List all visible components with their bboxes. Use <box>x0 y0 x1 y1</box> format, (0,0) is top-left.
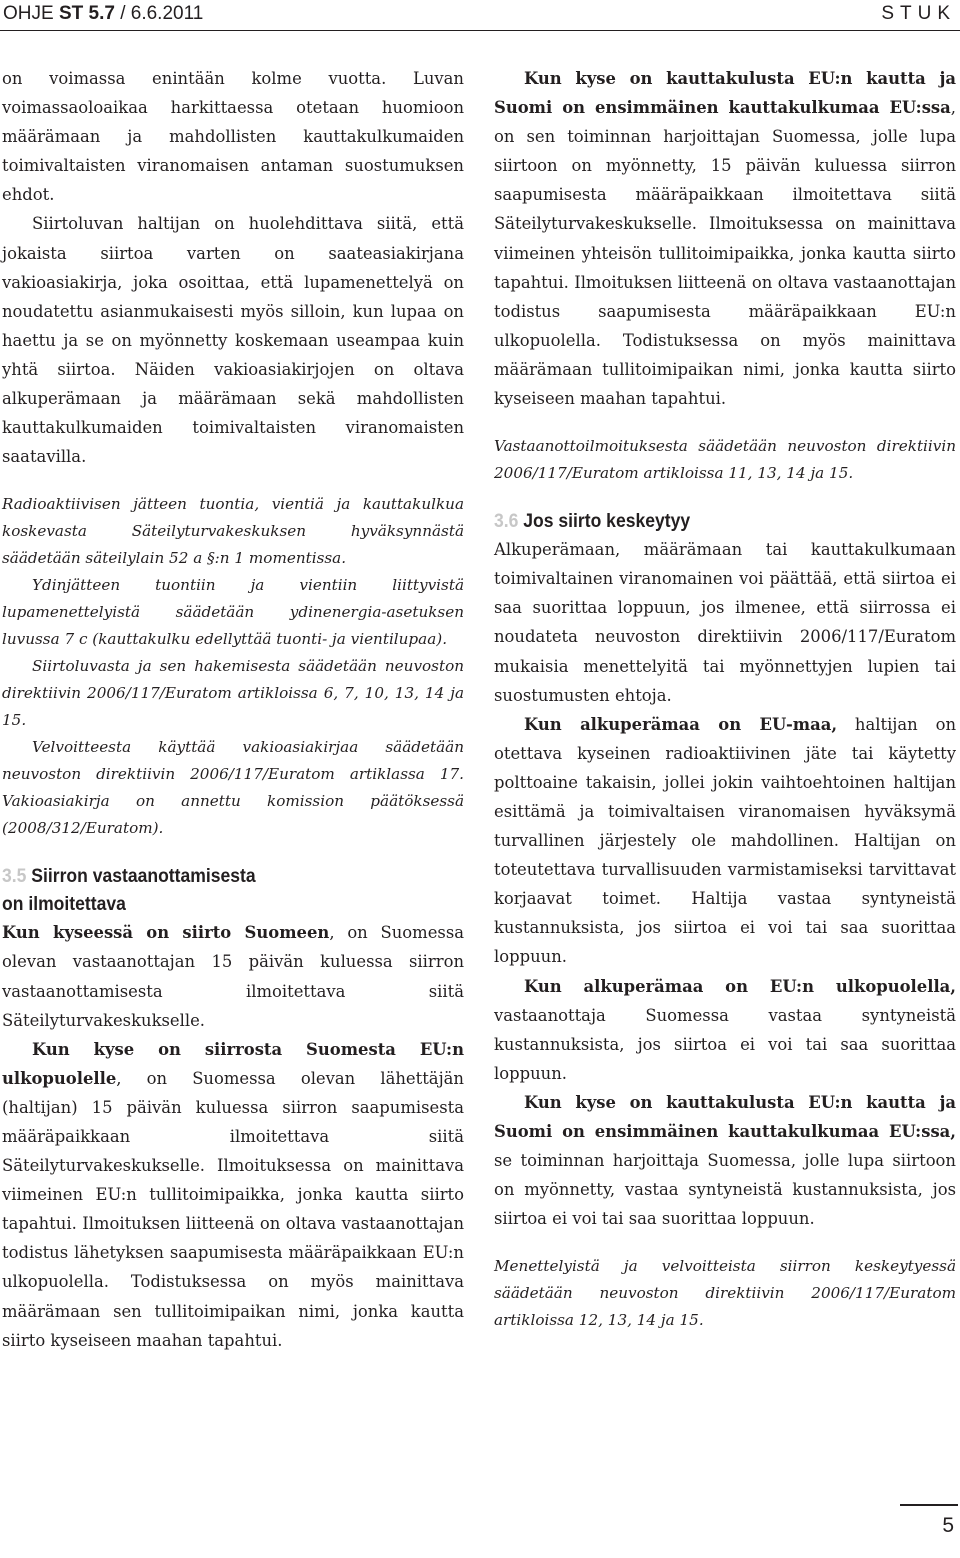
paragraph-body: , on sen toiminnan harjoittajan Suomessa, jolle lupa siirtoon on myönnetty, 15 päivän kuluessa siirron saapumisesta määräpaikkaan ilmoitettava siitä Säteilyturvakeskukselle. Ilmoituksessa on mainittava viimeinen yhteisön tullitoimipaikka, jonka kautta siirto tapahtui. Ilmoituksen liitteenä on oltava vastaanottajan todistus saapumisesta määräpaikkaan EU:n ulkopuolella. Todistuksessa on myös mainittava määrämaan tullitoimipaikan nimi, jonka kautta siirto kyseiseen maahan tapahtui. <box>494 98 956 409</box>
page-header <box>0 0 960 30</box>
paragraph-transfer-to-finland <box>2 918 464 1034</box>
section-number: 3.6 <box>494 510 519 533</box>
right-column <box>494 64 956 1334</box>
section-title-line1: Siirron vastaanottamisesta <box>31 865 256 888</box>
paragraph-interruption: Alkuperämaan, määrämaan tai kauttakulkumaan toimivaltainen viranomainen voi päättää, että siirtoa ei saa suorittaa loppuun, jos ilmenee, että siirrossa ei noudateta neuvoston direktiivin 2006/117/Euratom mukaisia menettelyitä tai myönnettyjen lupien tai suostumusten ehtoja. <box>494 540 956 705</box>
legal-note-interruption: Menettelyistä ja velvoitteista siirron keskeytyessä säädetään neuvoston direktiivin 2006/117/Euratom artikloissa 12, 13, 14 ja 15. <box>494 1257 956 1330</box>
document-id <box>3 3 203 25</box>
paragraph-body: , on Suomessa olevan vastaanottajan 15 päivän kuluessa siirron vastaanottamisesta ilmoitettava siitä Säteilyturvakeskukselle. <box>2 923 465 1030</box>
paragraph-permit-validity: on voimassa enintään kolme vuotta. Luvan voimassaoloaikaa harkittaessa otetaan huomioon määrämaan ja mahdollisten kauttakulkumaiden toimivaltaisten viranomaisen antaman suostumuksen ehdot. <box>2 69 464 205</box>
paragraph-transfer-outside-eu <box>2 1035 464 1355</box>
footer-divider <box>900 1504 958 1506</box>
paragraph-transit-via-eu <box>494 64 956 413</box>
paragraph-lead: Kun kyse on kauttakulusta EU:n kautta ja Suomi on ensimmäinen kauttakulkumaa EU:ssa <box>494 69 956 118</box>
paragraph-lead: Kun kyseessä on siirto Suomeen <box>2 923 330 943</box>
section-heading-3-5-line2 <box>2 890 418 918</box>
doc-prefix: OHJE <box>3 3 59 24</box>
section-title: Jos siirto keskeytyy <box>523 510 691 533</box>
legal-note-transfer-permit: Siirtoluvasta ja sen hakemisesta säädetään neuvoston direktiivin 2006/117/Euratom artikloissa 6, 7, 10, 13, 14 ja 15. <box>2 657 464 730</box>
header-divider <box>0 30 960 31</box>
paragraph-body: , on Suomessa olevan lähettäjän (haltijan) 15 päivän kuluessa siirron saapumisesta määräpaikkaan ilmoitettava siitä Säteilyturvakeskukselle. Ilmoituksessa on mainittava viimeinen EU:n tullitoimipaikka, jonka kautta siirto tapahtui. Ilmoituksen liitteenä on oltava vastaanottajan todistus lähetyksen saapumisesta määräpaikkaan EU:n ulkopuolella. Todistuksessa on myös mainittava määrämaan sen tullitoimipaikan nimi, jonka kautta siirto kyseiseen maahan tapahtui. <box>2 1068 464 1350</box>
organization-name: STUK <box>881 3 956 24</box>
page-number: 5 <box>942 1514 954 1537</box>
left-column <box>2 64 464 1355</box>
paragraph-origin-outside-eu <box>494 972 956 1088</box>
section-heading-3-6 <box>494 507 910 535</box>
paragraph-lead: Kun kyse on kauttakulusta EU:n kautta ja Suomi on ensimmäinen kauttakulkumaa EU:ssa, <box>494 1092 956 1141</box>
paragraph-body: se toiminnan harjoittaja Suomessa, jolle lupa siirtoon on myönnetty, vastaa syntyneistä kustannuksista, jos siirtoa ei voi tai saa suorittaa loppuun. <box>494 1151 956 1229</box>
paragraph-lead: Kun alkuperämaa on EU-maa, <box>524 714 838 734</box>
legal-note-radiation-act: Radioaktiivisen jätteen tuontia, vientiä ja kauttakulkua koskevasta Säteilyturvakeskuksen hyväksynnästä säädetään säteilylain 52 a §:n 1 momentissa. <box>2 495 464 568</box>
section-title-line2: on ilmoitettava <box>2 893 126 916</box>
legal-note-standard-document: Velvoitteesta käyttää vakioasiakirjaa säädetään neuvoston direktiivin 2006/117/Euratom artiklassa 17. Vakioasiakirja on annettu komission päätöksessä (2008/312/Euratom). <box>2 738 464 838</box>
paragraph-transit-costs <box>494 1088 956 1233</box>
doc-date: / 6.6.2011 <box>114 3 204 24</box>
paragraph-body: haltijan on otettava kyseinen radioaktiivinen jäte tai käytetty polttoaine takaisin, jollei jokin vaihtoehtoinen haltijan esittämä ja toimivaltaisen viranomaisen hyväksymä turvallinen järjestely ole mahdollinen. Haltijan on toteutettava turvallisuuden varmistamiseksi tarvittavat korjaavat toimet. Haltija vastaa syntyneistä kustannuksista, jos siirtoa ei voi tai saa suorittaa loppuun. <box>494 714 956 967</box>
paragraph-lead: Kun kyse on siirrosta Suomesta EU:n ulkopuolelle <box>2 1039 464 1088</box>
section-heading-3-5 <box>2 862 418 890</box>
paragraph-body: vastaanottaja Suomessa vastaa syntyneistä kustannuksista, jos siirtoa ei voi tai saa suorittaa loppuun. <box>494 1005 956 1083</box>
paragraph-lead: Kun alkuperämaa on EU:n ulkopuolella, <box>524 976 956 996</box>
section-number: 3.5 <box>2 865 27 888</box>
legal-note-receipt-notification: Vastaanottoilmoituksesta säädetään neuvoston direktiivin 2006/117/Euratom artikloissa 11, 13, 14 ja 15. <box>494 437 956 483</box>
doc-number: ST 5.7 <box>58 3 115 24</box>
paragraph-origin-eu <box>494 710 956 972</box>
paragraph-standard-document: Siirtoluvan haltijan on huolehdittava siitä, että jokaista siirtoa varten on saateasiakirjana vakioasiakirja, joka osoittaa, että lupamenettelyä on noudatettu asianmukaisesti myös silloin, kun lupaa on haettu ja se on myönnetty koskemaan useampaa kuin yhtä siirtoa. Näiden vakioasiakirjojen on oltava alkuperämaan ja määrämaan sekä mahdollisten kauttakulkumaiden toimivaltaisten viranomaisten saatavilla. <box>2 214 464 467</box>
legal-note-nuclear-energy-decree: Ydinjätteen tuontiin ja vientiin liittyvistä lupamenettelyistä säädetään ydinenergia-asetuksen luvussa 7 c (kauttakulku edellyttää tuonti- ja vientilupaa). <box>2 576 464 649</box>
